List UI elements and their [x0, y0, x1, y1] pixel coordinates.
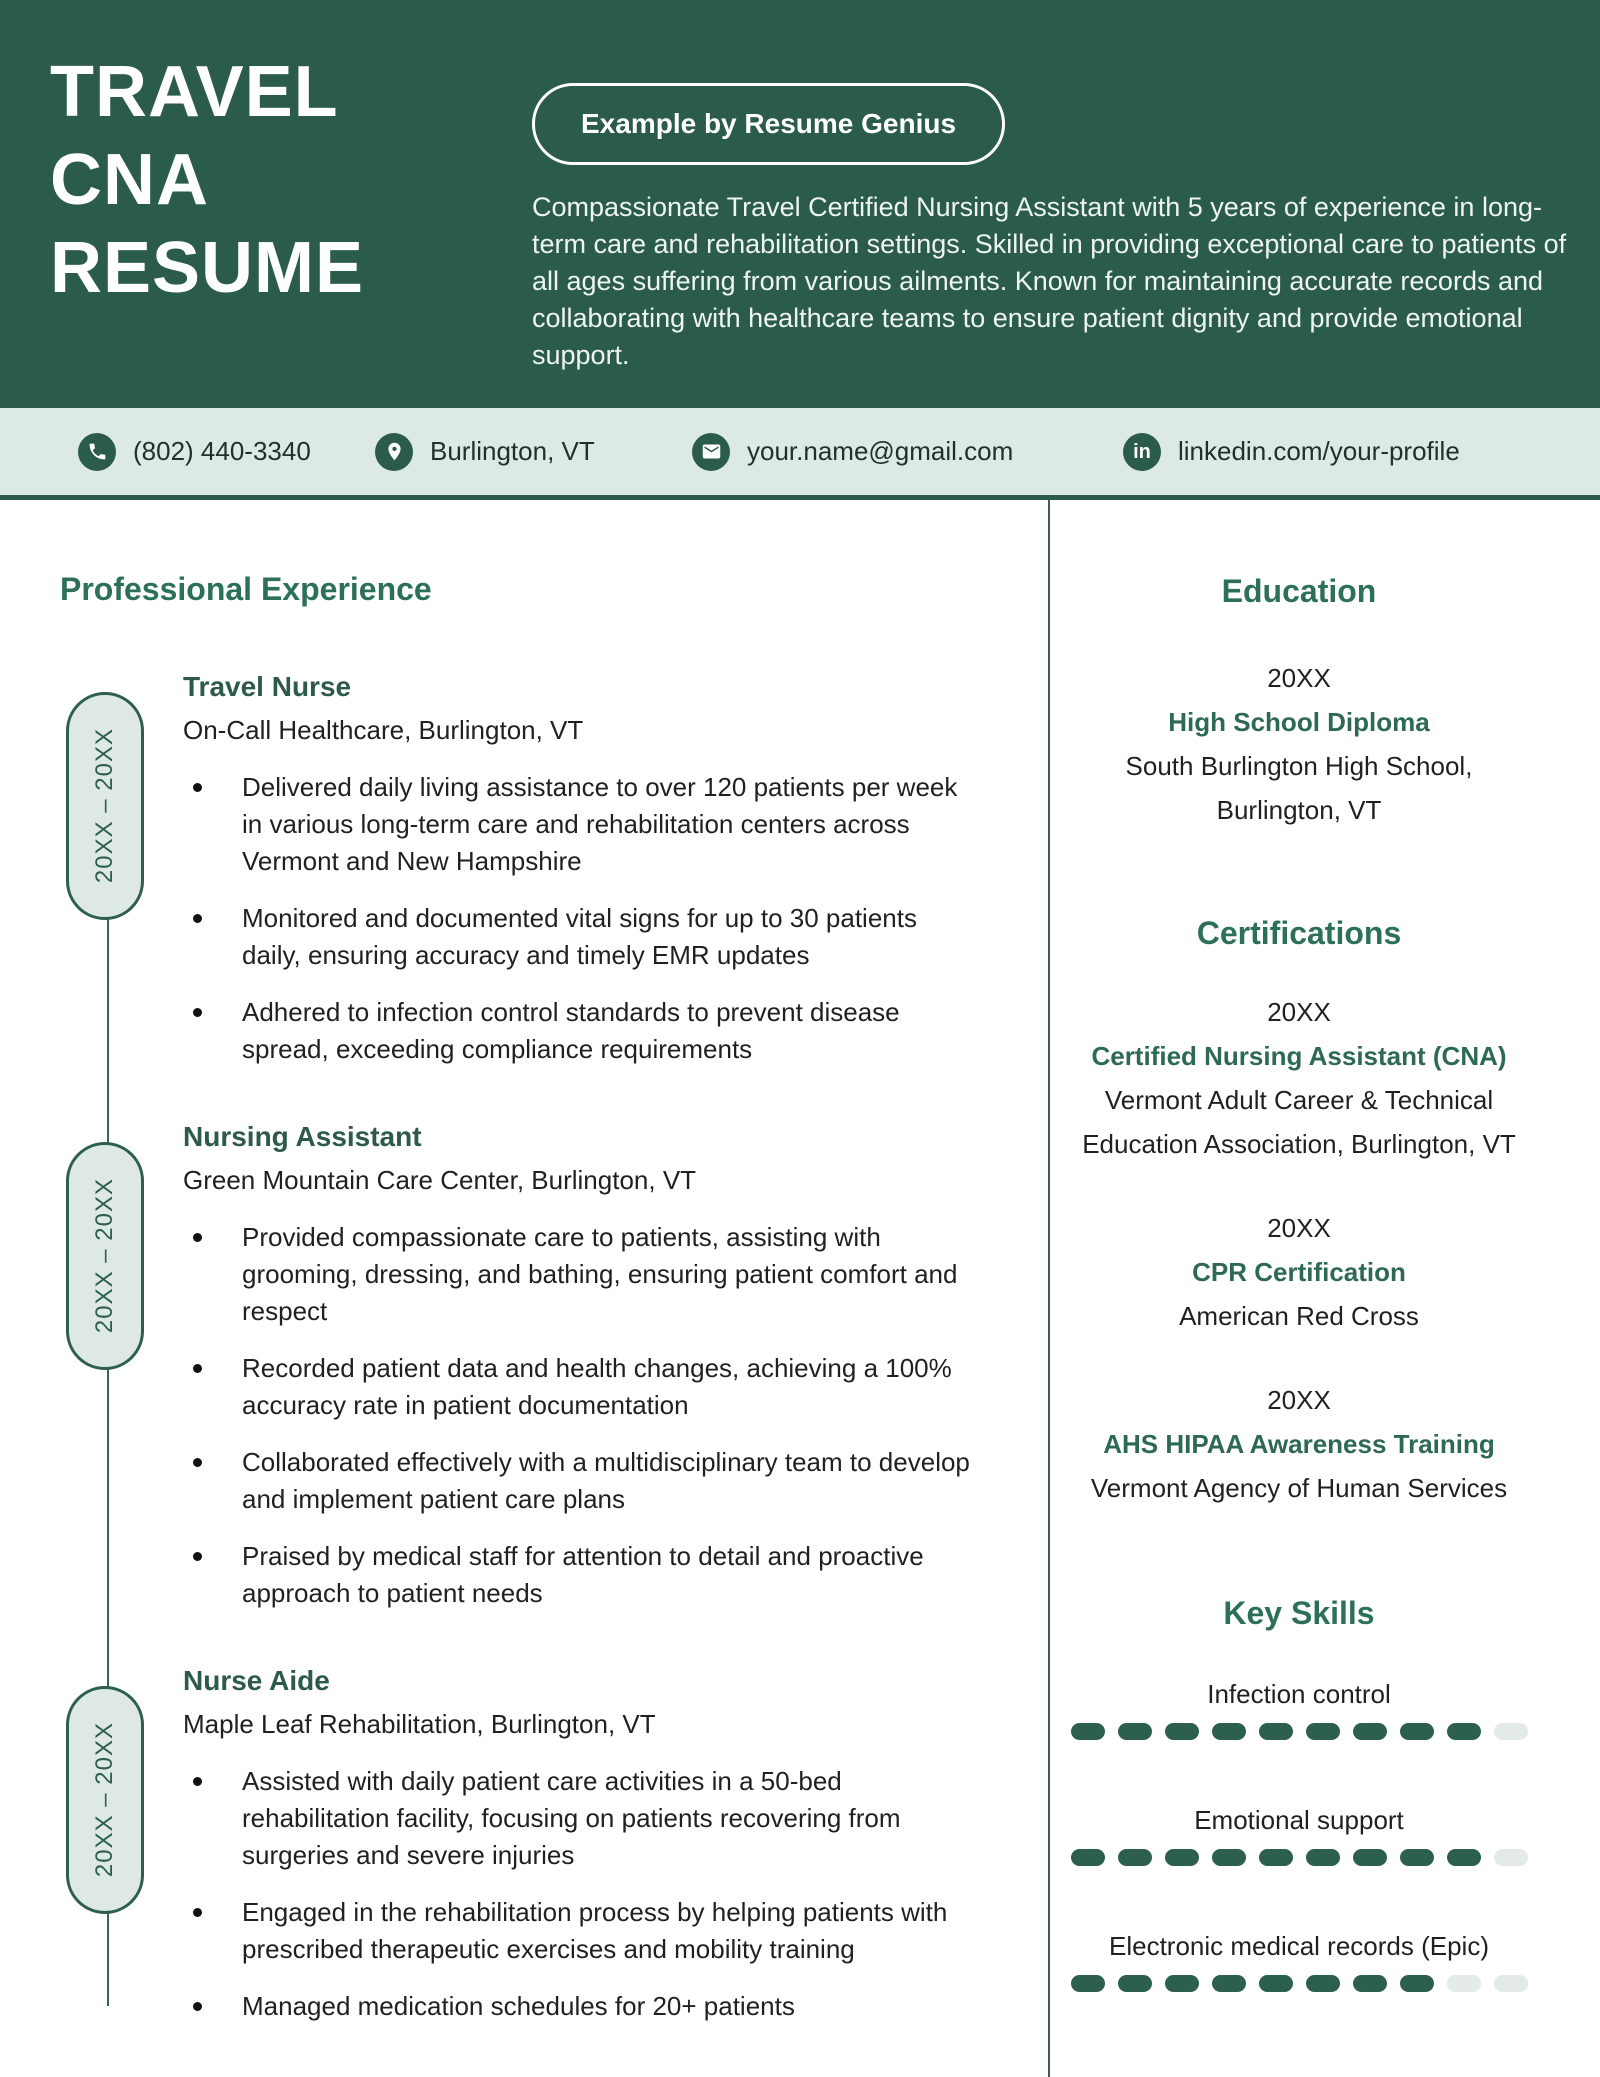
sidebar-column: [1050, 500, 1600, 2077]
linkedin-text: linkedin.com/your-profile: [1178, 436, 1460, 466]
skill-name: Infection control: [1207, 1679, 1391, 1709]
contact-item-location: [375, 408, 595, 495]
page-title: [50, 48, 364, 312]
skill-level-dot: [1353, 1975, 1387, 1992]
entry-year: 20XX: [1267, 997, 1331, 1027]
location-pin-icon: [375, 433, 413, 471]
skill-level-dot: [1306, 1723, 1340, 1740]
bullet-item: Recorded patient data and health changes, achieving a 100% accuracy rate in patient documentation: [183, 1350, 982, 1424]
entry-line: Burlington, VT: [1216, 795, 1382, 825]
bullet-item: Praised by medical staff for attention to detail and proactive approach to patient needs: [183, 1538, 982, 1612]
certification-entry: [1050, 1206, 1548, 1338]
linkedin-icon: in: [1123, 433, 1161, 471]
entry-title: AHS HIPAA Awareness Training: [1103, 1429, 1495, 1459]
job-title: Travel Nurse: [183, 671, 352, 702]
skill-level-dot: [1259, 1849, 1293, 1866]
job-dates-pill: [66, 692, 144, 920]
job-title: Nurse Aide: [183, 1665, 330, 1696]
job-bullet-list: [183, 1219, 983, 1612]
skill-level-dot: [1353, 1723, 1387, 1740]
entry-year: 20XX: [1267, 663, 1331, 693]
entry-title: High School Diploma: [1168, 707, 1430, 737]
job-entry-nursing-assistant: [91, 1120, 983, 1612]
bullet-item: Managed medication schedules for 20+ patients: [183, 1988, 982, 2025]
skill-level-dot: [1071, 1849, 1105, 1866]
entry-line: South Burlington High School,: [1125, 751, 1473, 781]
phone-number: (802) 440-3340: [133, 436, 311, 466]
skill-level-dot: [1400, 1849, 1434, 1866]
skill-level-dot: [1071, 1723, 1105, 1740]
job-company: Maple Leaf Rehabilitation, Burlington, VT: [183, 1709, 656, 1739]
page-title-line: RESUME: [50, 228, 365, 308]
entry-title: CPR Certification: [1192, 1257, 1406, 1287]
bullet-item: Engaged in the rehabilitation process by helping patients with prescribed therapeutic exercises and mobility training: [183, 1894, 982, 1968]
skill-level-dot: [1118, 1849, 1152, 1866]
skill-level-bar: [1050, 1975, 1548, 1992]
skill-level-dot: [1447, 1975, 1481, 1992]
skill-level-dot: [1306, 1849, 1340, 1866]
skill-level-dot: [1494, 1723, 1528, 1740]
skill-name: Emotional support: [1194, 1805, 1404, 1835]
skill-level-dot: [1118, 1723, 1152, 1740]
skill-level-dot: [1071, 1975, 1105, 1992]
phone-icon: [78, 433, 116, 471]
education-heading: Education: [1221, 573, 1377, 609]
skill-level-bar: [1050, 1849, 1548, 1866]
page-title-line: TRAVEL: [50, 52, 339, 132]
skill-level-dot: [1447, 1723, 1481, 1740]
experience-column: [0, 500, 1050, 2077]
bullet-item: Monitored and documented vital signs for up to 30 patients daily, ensuring accuracy and timely EMR updates: [183, 900, 982, 974]
job-dates-pill: [66, 1686, 144, 1914]
entry-year: 20XX: [1267, 1213, 1331, 1243]
job-title: Nursing Assistant: [183, 1121, 422, 1152]
experience-heading: Professional Experience: [60, 571, 432, 607]
skill-level-dot: [1306, 1975, 1340, 1992]
entry-line: American Red Cross: [1179, 1301, 1419, 1331]
skill-level-dot: [1259, 1723, 1293, 1740]
job-company: On-Call Healthcare, Burlington, VT: [183, 715, 584, 745]
contact-item-linkedin: [1123, 408, 1460, 495]
contact-item-email: [692, 408, 1013, 495]
contact-bar: [0, 408, 1600, 500]
job-entry-nurse-aide: [91, 1664, 983, 2025]
skill-level-dot: [1353, 1849, 1387, 1866]
header: [0, 0, 1600, 408]
bullet-item: Provided compassionate care to patients, assisting with grooming, dressing, and bathing, ensuring patient comfort and respect: [183, 1219, 982, 1330]
job-bullet-list: [183, 769, 983, 1068]
job-dates: 20XX – 20XX: [91, 1178, 118, 1334]
skill-level-dot: [1494, 1975, 1528, 1992]
email-text: your.name@gmail.com: [747, 436, 1014, 466]
job-bullet-list: [183, 1763, 983, 2025]
skill-level-dot: [1400, 1723, 1434, 1740]
header-right: [532, 83, 1572, 374]
skill-level-dot: [1165, 1975, 1199, 1992]
page-title-line: CNA: [50, 140, 209, 220]
job-dates: 20XX – 20XX: [91, 1722, 118, 1878]
job-dates-pill: [66, 1142, 144, 1370]
bullet-item: Assisted with daily patient care activities in a 50-bed rehabilitation facility, focusing on patients recovering from surgeries and severe injuries: [183, 1763, 982, 1874]
certifications-heading: Certifications: [1196, 915, 1402, 951]
skill-level-dot: [1212, 1849, 1246, 1866]
skill-level-dot: [1165, 1723, 1199, 1740]
skill-level-bar: [1050, 1723, 1548, 1740]
example-badge: Example by Resume Genius: [532, 83, 1005, 165]
skill-level-dot: [1118, 1975, 1152, 1992]
certification-entry: [1050, 1378, 1548, 1510]
job-entry-travel-nurse: [91, 670, 983, 1068]
certification-entry: [1050, 990, 1548, 1166]
skill-level-dot: [1494, 1849, 1528, 1866]
skill-item: [1050, 1676, 1548, 1740]
bullet-item: Adhered to infection control standards to prevent disease spread, exceeding compliance requirements: [183, 994, 982, 1068]
skill-level-dot: [1400, 1975, 1434, 1992]
skill-level-dot: [1259, 1975, 1293, 1992]
bullet-item: Collaborated effectively with a multidisciplinary team to develop and implement patient care plans: [183, 1444, 982, 1518]
skill-level-dot: [1447, 1849, 1481, 1866]
skill-item: [1050, 1928, 1548, 1992]
skill-level-dot: [1165, 1849, 1199, 1866]
envelope-icon: [692, 433, 730, 471]
education-entry: [1050, 656, 1548, 832]
skill-level-dot: [1212, 1723, 1246, 1740]
location-text: Burlington, VT: [430, 436, 595, 466]
job-company: Green Mountain Care Center, Burlington, VT: [183, 1165, 697, 1195]
entry-title: Certified Nursing Assistant (CNA): [1091, 1041, 1507, 1071]
skill-level-dot: [1212, 1975, 1246, 1992]
entry-line: Education Association, Burlington, VT: [1082, 1129, 1516, 1159]
entry-year: 20XX: [1267, 1385, 1331, 1415]
summary-text: Compassionate Travel Certified Nursing Assistant with 5 years of experience in long-term care and rehabilitation settings. Skilled in providing exceptional care to patients of all ages suffering from various ailments. Known for maintaining accurate records and collaborating with healthcare teams to ensure patient dignity and provide emotional support.: [532, 192, 1567, 370]
skill-name: Electronic medical records (Epic): [1108, 1931, 1489, 1961]
contact-item-phone: [78, 408, 311, 495]
key-skills-heading: Key Skills: [1223, 1595, 1375, 1631]
skill-item: [1050, 1802, 1548, 1866]
job-dates: 20XX – 20XX: [91, 728, 118, 884]
entry-line: Vermont Agency of Human Services: [1090, 1473, 1508, 1503]
bullet-item: Delivered daily living assistance to over 120 patients per week in various long-term care and rehabilitation centers across Vermont and New Hampshire: [183, 769, 982, 880]
content-area: [0, 500, 1600, 2077]
entry-line: Vermont Adult Career & Technical: [1104, 1085, 1494, 1115]
